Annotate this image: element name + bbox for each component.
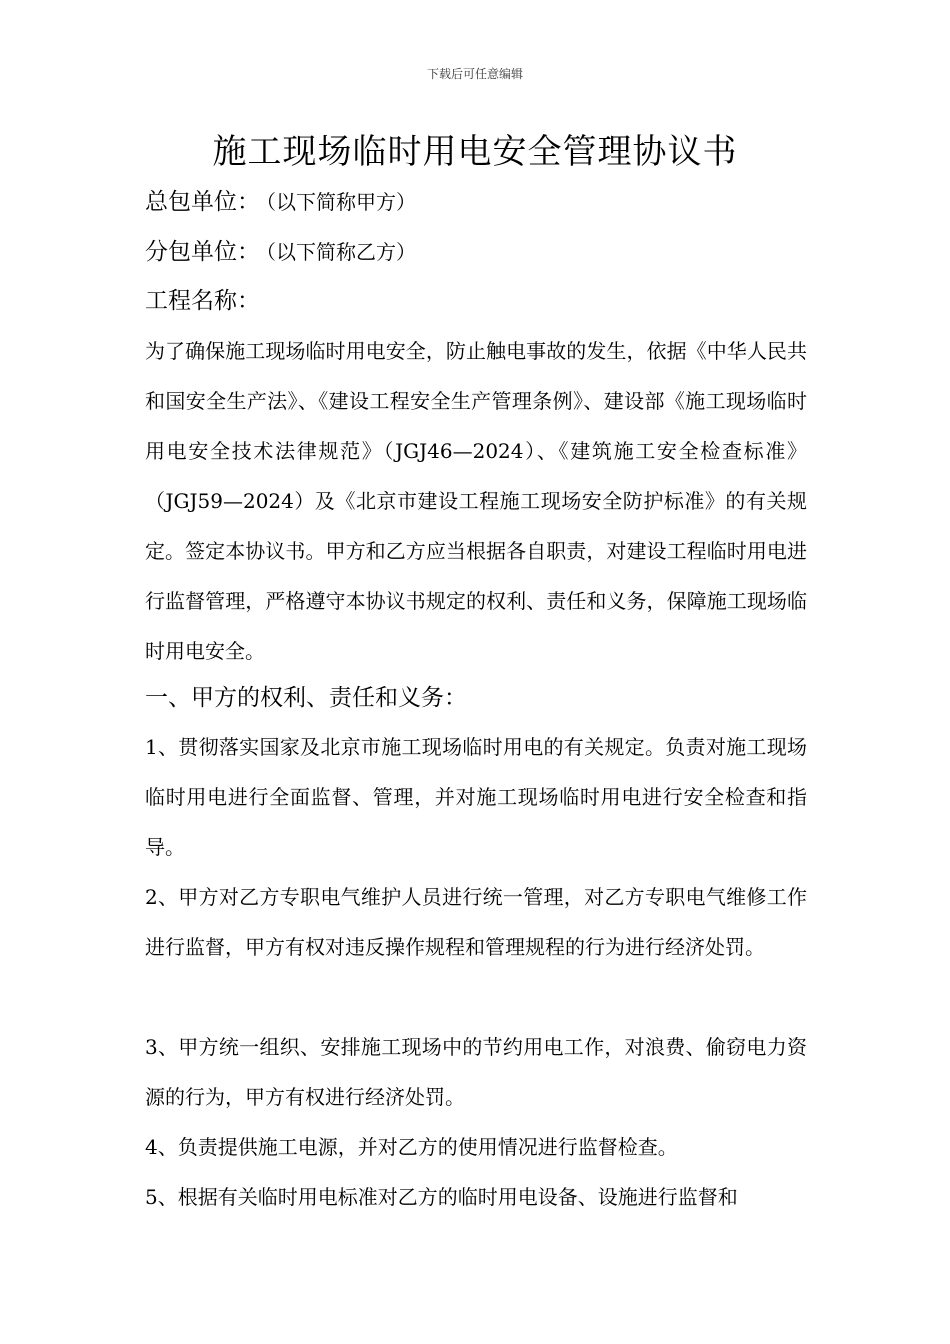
subcontractor-label: 分包单位：: [145, 239, 260, 265]
section-1-item-4: 4、负责提供施工电源，并对乙方的使用情况进行监督检查。: [145, 1135, 678, 1159]
section-1-heading: 一、甲方的权利、责任和义务：: [145, 685, 467, 711]
project-name-label: 工程名称：: [145, 288, 260, 314]
section-1-item-3: 3、甲方统一组织、安排施工现场中的节约用电工作，对浪费、偷窃电力资源的行为，甲方有权进行经济处罚。: [145, 1035, 807, 1109]
subcontractor-suffix: （以下简称乙方）: [266, 240, 416, 264]
subcontractor-line: [145, 236, 416, 268]
intro-paragraph: 为了确保施工现场临时用电安全，防止触电事故的发生，依据《中华人民共和国安全生产法》、《建设工程安全生产管理条例》、建设部《施工现场临时用电安全技术法律规范》（JGJ46—2024）、《建筑施工安全检查标准》（JGJ59—2024）及《北京市建设工程施工现场安全防护标准》的有关规定。签定本协议书。甲方和乙方应当根据各自职责，对建设工程临时用电进行监督管理，严格遵守本协议书规定的权利、责任和义务，保障施工现场临时用电安全。: [145, 339, 807, 663]
project-name-line: [145, 285, 260, 317]
general-contractor-label: 总包单位：: [145, 189, 260, 215]
section-1-item-2: 2、甲方对乙方专职电气维护人员进行统一管理，对乙方专职电气维修工作进行监督，甲方有权对违反操作规程和管理规程的行为进行经济处罚。: [145, 885, 807, 959]
section-1-item-1: 1、贯彻落实国家及北京市施工现场临时用电的有关规定。负责对施工现场临时用电进行全面监督、管理，并对施工现场临时用电进行安全检查和指导。: [145, 735, 807, 859]
general-contractor-suffix: （以下简称甲方）: [266, 190, 416, 214]
section-1-item-5: 5、根据有关临时用电标准对乙方的临时用电设备、设施进行监督和: [145, 1185, 738, 1209]
document-title: 施工现场临时用电安全管理协议书: [212, 132, 738, 172]
general-contractor-line: [145, 186, 416, 218]
header-note: 下载后可任意编辑: [426, 67, 523, 81]
